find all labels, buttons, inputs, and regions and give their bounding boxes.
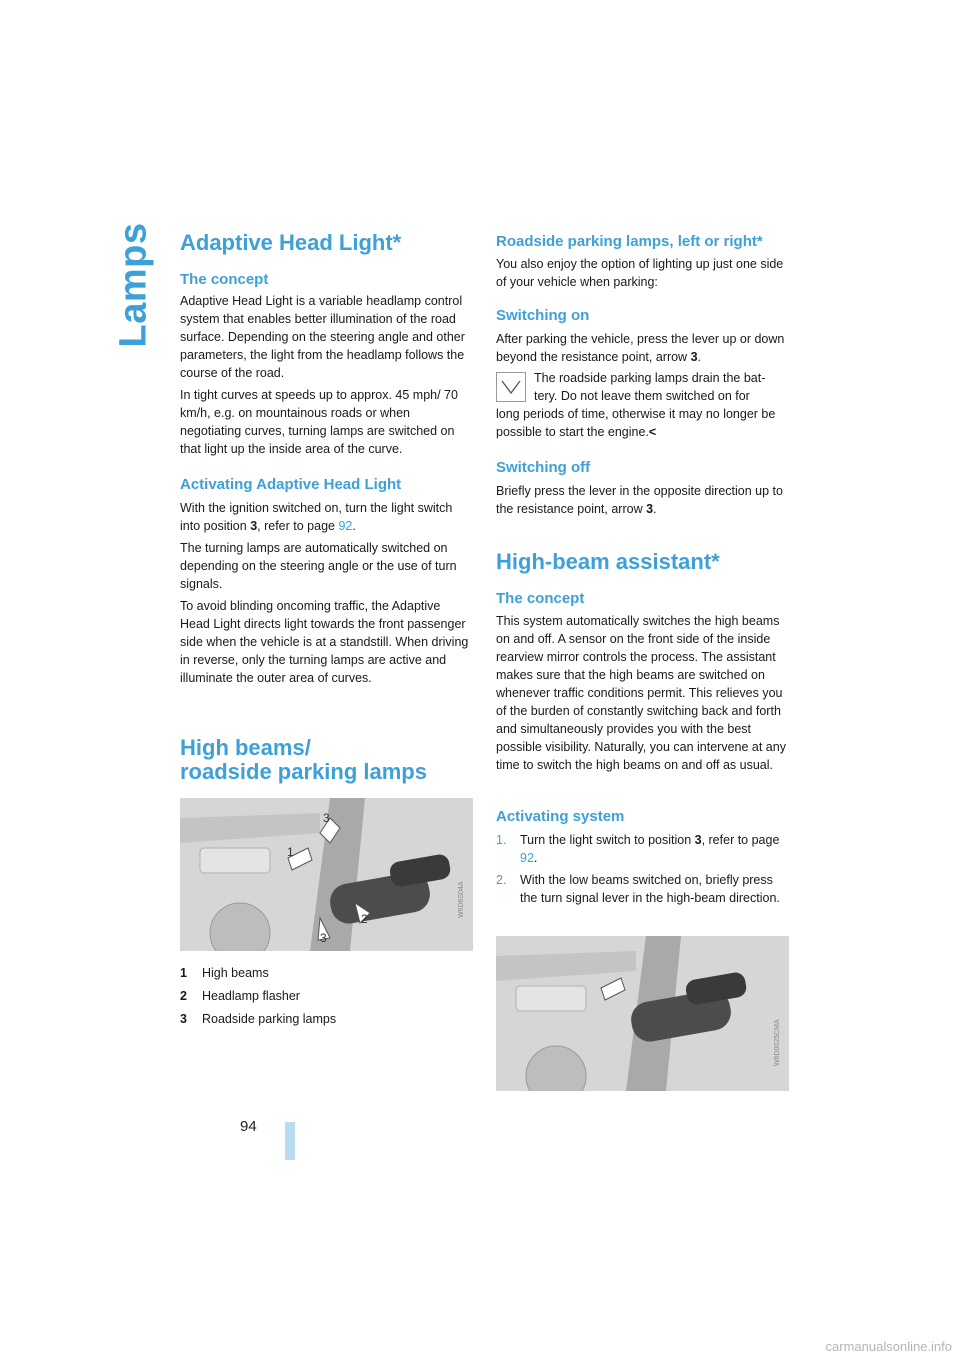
paragraph-switching-off: Briefly press the lever in the opposite direction up to the resistance point, arrow 3. [496, 484, 783, 516]
high-beam-lever-illustration [180, 798, 473, 951]
image-code: W6D0025CMA [774, 1019, 781, 1066]
svg-text:3: 3 [320, 931, 327, 945]
chapter-side-title [108, 222, 160, 348]
page-link[interactable]: 92 [520, 851, 534, 865]
page-number: 94 [240, 1118, 257, 1135]
paragraph-hba: This system automatically switches the high beams on and off. A sensor on the front side of the inside rearview mirror controls the process. The assistant makes sure that the high beams are switched on whenever traffic conditions permit. This relieves you of the burden of constantly switching back and forth and simultaneously provides you with the best possible visibility. Naturally, you can intervene at any time to switch the high beams on and off as usual. [496, 614, 786, 772]
heading-high-beams-line2: roadside parking lamps [180, 759, 427, 784]
heading-activating-adaptive: Activating Adaptive Head Light [180, 476, 402, 493]
paragraph-switching-on: After parking the vehicle, press the lever up or down beyond the resistance point, arrow 3. [496, 332, 785, 364]
svg-text:1: 1 [287, 845, 294, 859]
step-number: 1. [496, 833, 507, 847]
svg-text:2: 2 [361, 912, 368, 926]
paragraph-roadside: You also enjoy the option of lighting up just one side of your vehicle when parking: [496, 257, 784, 289]
svg-text:3: 3 [323, 811, 330, 825]
lever-illustration-svg [180, 798, 473, 951]
heading-adaptive-head-light: Adaptive Head Light* [180, 230, 402, 255]
image-code: W6D6S04A [458, 881, 465, 918]
step-text: With the low beams switched on, briefly press the turn signal lever in the high-beam direction. [520, 873, 780, 905]
paragraph-concept-2: In tight curves at speeds up to approx. 45 mph/ 70 km/h, e.g. on mountainous roads or when negotiating curves, turning lamps are switched on that light up the inside area of the curve. [180, 388, 458, 456]
note-text: long periods of time, otherwise it may no longer be possible to start the engine.< [496, 407, 776, 439]
page-marker-bar [285, 1122, 295, 1160]
step-number: 2. [496, 873, 507, 887]
heading-switching-on: Switching on [496, 307, 590, 324]
heading-high-beam-assistant: High-beam assistant* [496, 549, 720, 574]
paragraph-activating-2: The turning lamps are automatically switched on depending on the steering angle or the use of turn signals. [180, 541, 457, 591]
legend-item: 2 Headlamp flasher [180, 989, 300, 1003]
heading-hba-concept: The concept [496, 590, 585, 607]
paragraph-concept-1: Adaptive Head Light is a variable headlamp control system that enables better illumination of the road surface. Depending on the steering angle and other parameters, the light from the headlamp follows the course of the road. [180, 294, 465, 380]
page-link[interactable]: 92 [338, 519, 353, 533]
assistant-illustration-svg [496, 936, 789, 1091]
heading-activating-system: Activating system [496, 808, 625, 825]
heading-high-beams-line1: High beams/ [180, 735, 311, 760]
step-text: Turn the light switch to position 3, refer to page 92. [520, 833, 780, 865]
note-line-2: tery. Do not leave them switched on for [534, 389, 750, 403]
chapter-title-text: Lamps [112, 222, 155, 348]
heading-roadside-parking: Roadside parking lamps, left or right* [496, 233, 763, 250]
heading-the-concept: The concept [180, 271, 269, 288]
paragraph-activating-1: With the ignition switched on, turn the light switch into position 3, refer to page 92. [180, 501, 453, 533]
heading-switching-off: Switching off [496, 459, 591, 476]
note-icon [496, 372, 526, 402]
legend-item: 3 Roadside parking lamps [180, 1012, 337, 1026]
paragraph-activating-3: To avoid blinding oncoming traffic, the Adaptive Head Light directs light towards the front passenger side when the vehicle is at a standstill. When driving in reverse, only the turning lamps are active and illuminate the outer area of curves. [180, 599, 469, 685]
note-line-1: The roadside parking lamps drain the bat- [534, 371, 766, 385]
footer-watermark: carmanualsonline.info [825, 1339, 952, 1354]
legend-item: 1 High beams [180, 966, 269, 980]
high-beam-assistant-illustration [496, 936, 789, 1091]
